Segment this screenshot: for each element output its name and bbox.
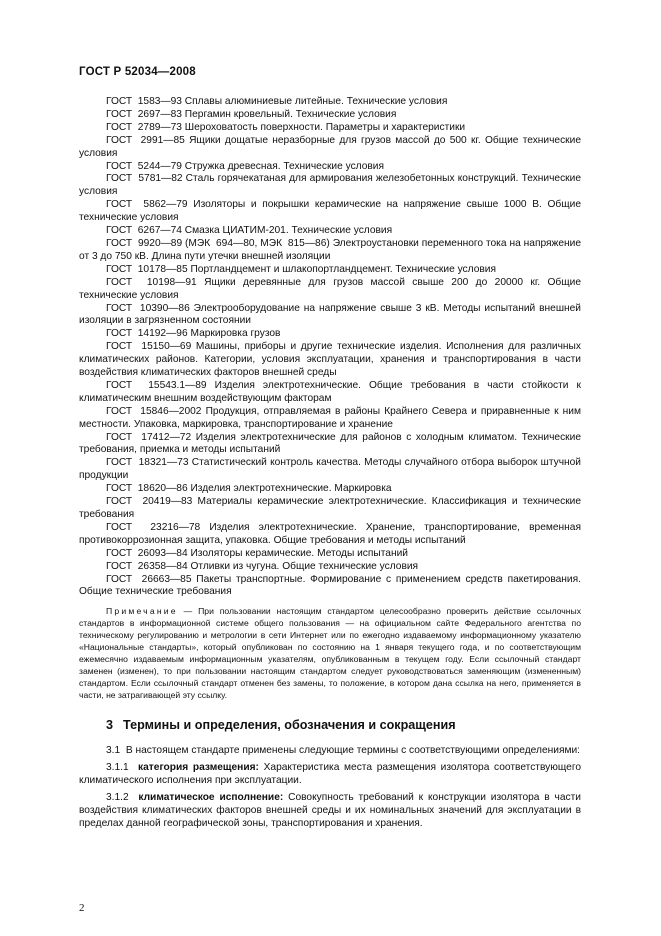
paragraph-text: В настоящем стандарте применены следующие термины с соответствующими определениями:	[125, 745, 580, 756]
paragraph-number: 3.1	[106, 745, 121, 756]
reference-item	[79, 225, 581, 238]
reference-code: ГОСТ 2991—85	[106, 134, 185, 146]
reference-item	[79, 277, 581, 303]
reference-code: ГОСТ 10390—86	[106, 302, 190, 314]
reference-title: Продукция, отправляемая в районы Крайнего Севера и приравненные к ним местности. Упаковка, маркировка, транспортирование и хранение	[79, 405, 581, 430]
reference-item	[79, 135, 581, 161]
reference-code: ГОСТ 18321—73	[106, 457, 189, 469]
reference-code: ГОСТ 5781—82	[106, 173, 183, 185]
reference-item	[79, 303, 581, 329]
reference-code: ГОСТ 14192—96	[106, 328, 188, 340]
reference-item	[79, 341, 581, 380]
reference-item	[79, 96, 581, 109]
reference-item	[79, 109, 581, 122]
reference-title: Ящики деревянные для грузов массой свыше 200 до 20000 кг. Общие технические условия	[79, 276, 581, 301]
document-header: ГОСТ Р 52034—2008	[79, 66, 196, 78]
reference-code: ГОСТ 15846—2002	[106, 405, 202, 417]
reference-title: Сталь горячекатаная для армирования железобетонных конструкций. Технические условия	[79, 173, 581, 198]
reference-code: ГОСТ 1583—93	[106, 96, 182, 107]
reference-code: ГОСТ 5244—79	[106, 160, 182, 172]
reference-code: ГОСТ 26358—84	[106, 560, 188, 572]
reference-item	[79, 406, 581, 432]
reference-item	[79, 548, 581, 561]
reference-title: Изоляторы и покрышки керамические на напряжение свыше 1000 В. Общие технические условия	[79, 199, 581, 224]
reference-item	[79, 264, 581, 277]
section-body	[79, 745, 581, 834]
term-name: климатическое исполнение:	[138, 791, 284, 803]
reference-code: ГОСТ 10198—91	[106, 276, 197, 288]
term-name: категория размещения:	[138, 761, 259, 773]
term-definition: Совокупность требований к конструкции изолятора в части воздействия климатических факторов внешней среды и их номинальных значений для эксплуатации в пределах данной географической зоны, транспортирования и хранения.	[79, 791, 581, 829]
reference-code: ГОСТ 5862—79	[106, 199, 188, 211]
section-number: 3	[106, 718, 114, 732]
reference-item	[79, 122, 581, 135]
reference-title: Электрооборудование на напряжение свыше 3 кВ. Методы испытаний внешней изоляции в загрязненном состоянии	[79, 302, 581, 327]
reference-item	[79, 561, 581, 574]
note-paragraph	[79, 605, 581, 701]
reference-code: ГОСТ 18620—86	[106, 483, 188, 495]
section-heading	[106, 718, 456, 732]
term-definition: Характеристика места размещения изолятора соответствующего климатического исполнения при эксплуатации.	[79, 761, 581, 786]
reference-code: ГОСТ 23216—78	[106, 521, 201, 533]
note-text: При пользовании настоящим стандартом целесообразно проверить действие ссылочных стандартов в информационной системе общего пользования — на официальном сайте Федерального агентства по техническому регулированию и метрологии в сети Интернет или по ежегодно издаваемому информационному указателю «Национальные стандарты», который опубликован по состоянию на 1 января текущего года, и по соответствующим ежемесячно издаваемым информационным указателям, опубликованным в текущем году. Если ссылочный стандарт заменен (изменен), то при пользовании настоящим стандартом следует руководствоваться заменяющим (измененным) стандартом. Если ссылочный стандарт отменен без замены, то положение, в котором дана ссылка на него, применяется в части, не затрагивающей эту ссылку.	[79, 606, 581, 700]
reference-title: Ящики дощатые неразборные для грузов массой до 500 кг. Общие технические условия	[79, 134, 581, 159]
reference-code: ГОСТ 15150—69	[106, 341, 192, 353]
reference-item	[79, 432, 581, 458]
reference-title: Отливки из чугуна. Общие технические условия	[190, 560, 419, 572]
reference-title: Изделия электротехнические. Общие требования в части стойкости к климатическим внешним воздействующим факторам	[79, 379, 581, 404]
reference-title: Электроустановки переменного тока на напряжение от 3 до 750 кВ. Длина пути утечки внешней изоляции	[79, 237, 581, 262]
reference-item	[79, 173, 581, 199]
reference-item	[79, 574, 581, 600]
reference-code: ГОСТ 26663—85	[106, 573, 192, 585]
reference-title: Машины, приборы и другие технические изделия. Исполнения для различных климатических районов. Категории, условия эксплуатации, хранения и транспортирования в части воздействия климатических факторов внешней среды	[79, 341, 581, 379]
page-number: 2	[79, 902, 85, 914]
reference-item	[79, 199, 581, 225]
reference-code: ГОСТ 10178—85	[106, 263, 188, 275]
reference-item	[79, 238, 581, 264]
reference-code: ГОСТ 15543.1—89	[106, 379, 207, 391]
reference-code: ГОСТ 9920—89 (МЭК 694—80, МЭК 815—86)	[106, 237, 330, 249]
reference-title: Пакеты транспортные. Формирование с применением средств пакетирования. Общие технические требования	[79, 573, 581, 598]
section-title: Термины и определения, обозначения и сокращения	[123, 718, 456, 732]
reference-code: ГОСТ 20419—83	[106, 496, 193, 508]
paragraph-number: 3.1.2	[106, 791, 129, 803]
paragraph-3-1-1	[79, 762, 581, 788]
reference-item	[79, 496, 581, 522]
reference-title: Статистический контроль качества. Методы случайного отбора выборок штучной продукции	[79, 457, 581, 482]
reference-title: Изделия электротехнические. Маркировка	[190, 483, 392, 495]
reference-item	[79, 483, 581, 496]
reference-item	[79, 522, 581, 548]
reference-code: ГОСТ 2697—83	[106, 108, 182, 120]
reference-code: ГОСТ 26093—84	[106, 547, 188, 559]
reference-title: Портландцемент и шлакопортландцемент. Технические условия	[190, 263, 496, 275]
reference-title: Смазка ЦИАТИМ-201. Технические условия	[184, 225, 393, 237]
reference-title: Изоляторы керамические. Методы испытаний	[190, 547, 408, 559]
paragraph-3-1	[79, 745, 581, 758]
reference-title: Материалы керамические электротехнические. Классификация и технические требования	[79, 496, 582, 520]
reference-code: ГОСТ 6267—74	[106, 225, 182, 237]
reference-title: Стружка древесная. Технические условия	[184, 160, 385, 172]
paragraph-3-1-2	[79, 792, 581, 831]
reference-title: Изделия электротехнические. Хранение, транспортирование, временная противокоррозионная защита, упаковка. Общие требования и методы испытаний	[79, 521, 581, 546]
reference-item	[79, 161, 581, 174]
reference-item	[79, 380, 581, 406]
note-dash: —	[177, 606, 199, 616]
note-label: Примечание	[106, 606, 178, 616]
reference-code: ГОСТ 2789—73	[106, 121, 182, 133]
reference-title: Сплавы алюминиевые литейные. Технические условия	[184, 96, 448, 107]
reference-title: Пергамин кровельный. Технические условия	[184, 108, 397, 120]
reference-title: Маркировка грузов	[190, 328, 281, 340]
reference-item	[79, 457, 581, 483]
paragraph-number: 3.1.1	[106, 761, 129, 773]
reference-title: Изделия электротехнические для районов с холодным климатом. Технические требования, приемка и методы испытаний	[79, 431, 581, 456]
reference-code: ГОСТ 17412—72	[106, 431, 192, 443]
normative-references-list	[79, 96, 581, 599]
reference-title: Шероховатость поверхности. Параметры и характеристики	[184, 121, 466, 133]
reference-item	[79, 328, 581, 341]
